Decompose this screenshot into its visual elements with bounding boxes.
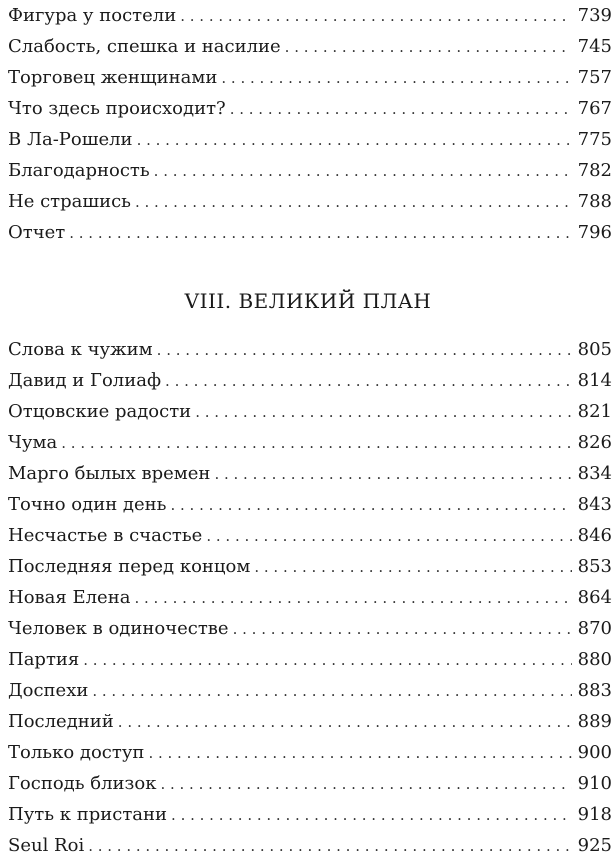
- dot-leader: [230, 94, 572, 124]
- dot-leader: [157, 335, 572, 365]
- toc-entry: [8, 551, 612, 582]
- dot-leader: [233, 614, 572, 644]
- toc-list-part-1: [8, 0, 612, 248]
- toc-entry-title: Последний: [8, 711, 114, 732]
- dot-leader: [135, 187, 572, 217]
- toc-entry: [8, 186, 612, 217]
- toc-entry-page-number: 745: [577, 36, 612, 57]
- toc-entry-page-number: 796: [577, 222, 612, 243]
- toc-entry-page-number: 900: [577, 742, 612, 763]
- toc-entry: [8, 396, 612, 427]
- dot-leader: [118, 707, 572, 737]
- toc-entry: [8, 613, 612, 644]
- dot-leader: [170, 490, 571, 520]
- dot-leader: [180, 1, 571, 31]
- toc-entry: [8, 768, 612, 799]
- toc-entry: [8, 217, 612, 248]
- dot-leader: [148, 738, 571, 768]
- toc-entry-title: Человек в одиночестве: [8, 618, 229, 639]
- toc-entry: [8, 520, 612, 551]
- dot-leader: [206, 521, 571, 551]
- toc-entry-page-number: 853: [577, 556, 612, 577]
- dot-leader: [137, 125, 572, 155]
- dot-leader: [154, 156, 572, 186]
- toc-entry: [8, 427, 612, 458]
- toc-entry-page-number: 814: [577, 370, 612, 391]
- toc-entry: [8, 0, 612, 31]
- dot-leader: [88, 831, 571, 861]
- toc-entry-page-number: 775: [577, 129, 612, 150]
- toc-entry: [8, 489, 612, 520]
- dot-leader: [214, 459, 571, 489]
- toc-entry-page-number: 918: [577, 804, 612, 825]
- toc-entry: [8, 675, 612, 706]
- toc-list-part-2: [8, 334, 612, 861]
- toc-entry-page-number: 757: [577, 67, 612, 88]
- toc-entry-title: Не страшись: [8, 191, 131, 212]
- toc-entry: [8, 334, 612, 365]
- toc-entry: [8, 706, 612, 737]
- toc-entry-page-number: 883: [577, 680, 612, 701]
- toc-entry-title: Господь близок: [8, 773, 157, 794]
- toc-entry-title: Фигура у постели: [8, 5, 177, 26]
- dot-leader: [221, 63, 571, 93]
- toc-entry-page-number: 805: [577, 339, 612, 360]
- toc-entry: [8, 582, 612, 613]
- toc-entry-title: Отцовские радости: [8, 401, 192, 422]
- toc-entry-page-number: 834: [577, 463, 612, 484]
- toc-entry-page-number: 880: [577, 649, 612, 670]
- dot-leader: [134, 583, 571, 613]
- dot-leader: [160, 769, 571, 799]
- toc-entry-title: Давид и Голиаф: [8, 370, 162, 391]
- toc-entry: [8, 155, 612, 186]
- toc-entry: [8, 830, 612, 861]
- toc-entry-title: Торговец женщинами: [8, 67, 218, 88]
- dot-leader: [171, 800, 572, 830]
- toc-entry-title: Новая Елена: [8, 587, 131, 608]
- toc-entry-title: Точно один день: [8, 494, 167, 515]
- dot-leader: [92, 676, 571, 706]
- section-heading: VIII. ВЕЛИКИЙ ПЛАН: [184, 289, 432, 313]
- toc-entry-title: Что здесь происходит?: [8, 98, 226, 119]
- dot-leader: [61, 428, 571, 458]
- toc-entry-title: Благодарность: [8, 160, 150, 181]
- toc-entry-title: Отчет: [8, 222, 66, 243]
- toc-entry-title: Несчастье в счастье: [8, 525, 203, 546]
- toc-entry-title: Путь к пристани: [8, 804, 168, 825]
- toc-entry-page-number: 782: [577, 160, 612, 181]
- toc-entry-page-number: 870: [577, 618, 612, 639]
- toc-entry: [8, 62, 612, 93]
- dot-leader: [285, 32, 572, 62]
- toc-entry-page-number: 843: [577, 494, 612, 515]
- dot-leader: [69, 218, 571, 248]
- toc-entry: [8, 365, 612, 396]
- toc-entry: [8, 737, 612, 768]
- toc-entry-page-number: 864: [577, 587, 612, 608]
- toc-entry-title: Seul Roi: [8, 835, 85, 856]
- toc-entry-page-number: 767: [577, 98, 612, 119]
- toc-entry: [8, 799, 612, 830]
- toc-entry-title: В Ла-Рошели: [8, 129, 133, 150]
- toc-entry-page-number: 788: [577, 191, 612, 212]
- toc-entry-page-number: 739: [577, 5, 612, 26]
- toc-entry-title: Чума: [8, 432, 58, 453]
- toc-entry-title: Партия: [8, 649, 80, 670]
- toc-entry-page-number: 910: [577, 773, 612, 794]
- toc-entry-page-number: 889: [577, 711, 612, 732]
- toc-entry-title: Доспехи: [8, 680, 89, 701]
- toc-entry: [8, 644, 612, 675]
- dot-leader: [165, 366, 572, 396]
- toc-entry-title: Марго былых времен: [8, 463, 211, 484]
- toc-entry-page-number: 925: [577, 835, 612, 856]
- toc-entry: [8, 458, 612, 489]
- toc-entry: [8, 93, 612, 124]
- toc-entry-title: Последняя перед концом: [8, 556, 251, 577]
- toc-entry-page-number: 821: [577, 401, 612, 422]
- toc-entry: [8, 124, 612, 155]
- toc-entry-page-number: 846: [577, 525, 612, 546]
- toc-entry-page-number: 826: [577, 432, 612, 453]
- dot-leader: [83, 645, 571, 675]
- toc-entry-title: Слова к чужим: [8, 339, 153, 360]
- dot-leader: [254, 552, 571, 582]
- toc-entry-title: Только доступ: [8, 742, 145, 763]
- toc-entry-title: Слабость, спешка и насилие: [8, 36, 281, 57]
- toc-entry: [8, 31, 612, 62]
- dot-leader: [195, 397, 571, 427]
